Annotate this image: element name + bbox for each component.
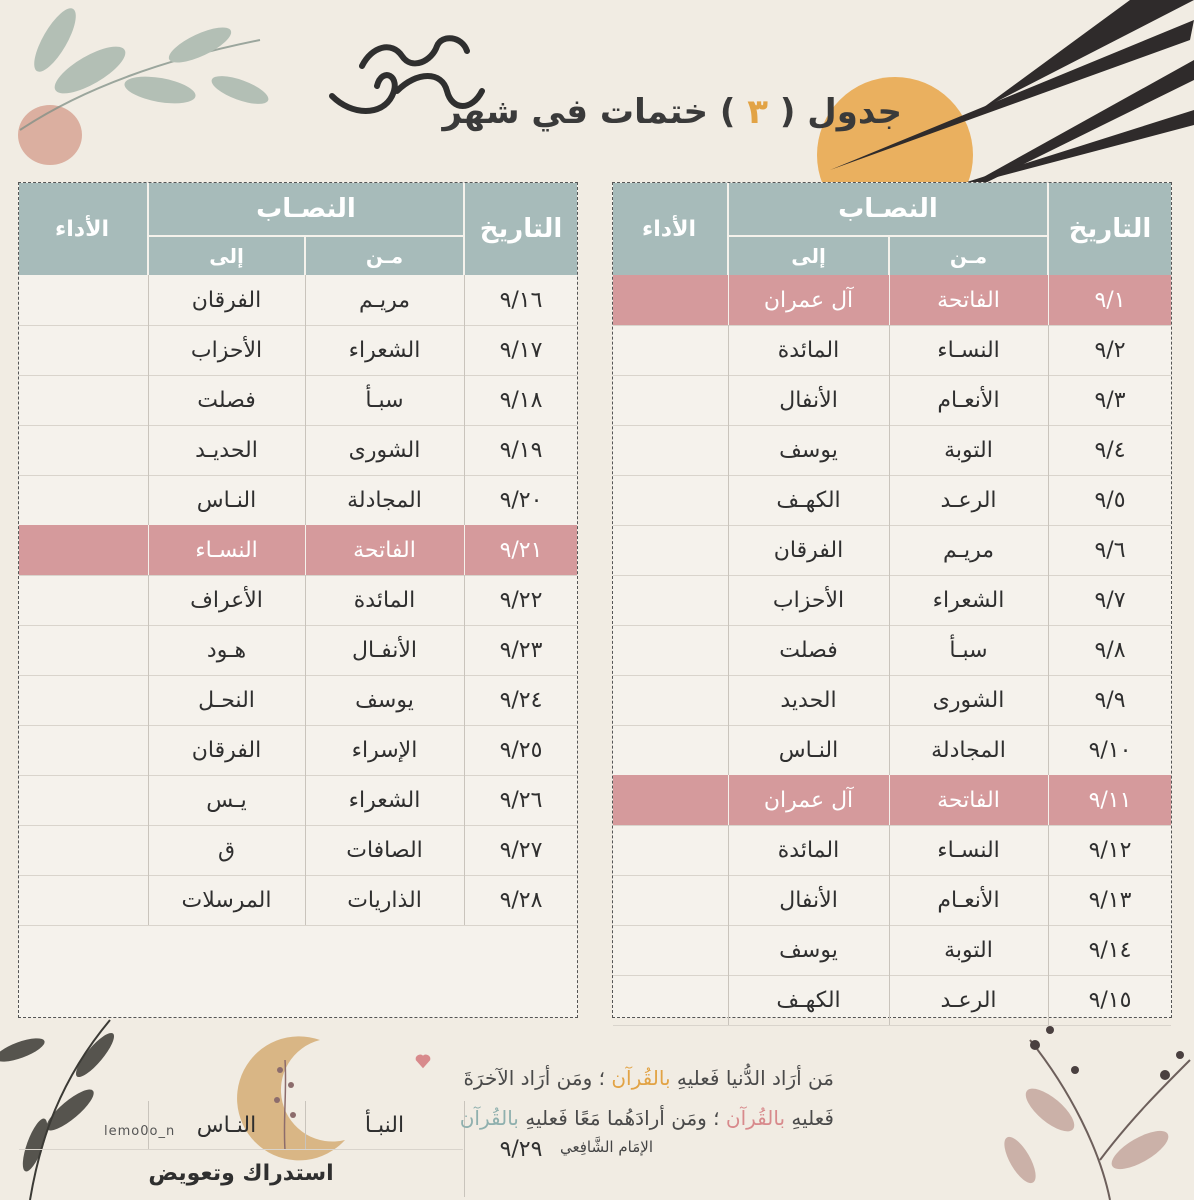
row-performance[interactable] xyxy=(19,375,147,425)
table-row xyxy=(613,925,1171,975)
row-performance[interactable] xyxy=(613,975,727,1025)
header-to: إلى xyxy=(791,244,826,268)
quote-author: الإمَام الشَّافِعي xyxy=(560,1138,653,1156)
table-row xyxy=(613,725,1171,775)
row-to: الحديد xyxy=(780,687,837,713)
row-date: ٩/٦ xyxy=(1094,537,1126,563)
row-from: المائدة xyxy=(353,587,416,613)
row-to: الفرقان xyxy=(191,737,262,763)
row-performance[interactable] xyxy=(19,325,147,375)
row-performance[interactable] xyxy=(19,275,147,325)
title-prefix: جدول ( xyxy=(779,92,902,132)
row-to: الفرقان xyxy=(191,287,262,313)
table-row xyxy=(19,425,577,475)
row-to: يوسف xyxy=(779,937,838,963)
row-date: ٩/٢٥ xyxy=(499,737,543,763)
row-performance[interactable] xyxy=(613,425,727,475)
row-performance[interactable] xyxy=(19,525,147,575)
row-from: الرعـد xyxy=(940,987,997,1013)
table-row xyxy=(19,775,577,825)
row-to: هـود xyxy=(206,637,247,663)
row-from: المجادلة xyxy=(931,737,1006,763)
row-from: التوبة xyxy=(944,437,993,463)
row-date: ٩/٢٢ xyxy=(499,587,543,613)
row-date: ٩/٨ xyxy=(1094,637,1126,663)
row-date: ٩/٢٦ xyxy=(499,787,543,813)
table-row xyxy=(19,675,577,725)
row-date: ٩/١٩ xyxy=(499,437,543,463)
row-from: سبـأ xyxy=(949,637,988,663)
row-performance[interactable] xyxy=(613,525,727,575)
row-date: ٩/٢ xyxy=(1094,337,1126,363)
quote-highlight: بالقُرآن xyxy=(725,1106,786,1130)
table-row-highlight xyxy=(613,275,1171,325)
quote-highlight: بالقُرآن xyxy=(459,1106,519,1130)
row-date: ٩/٧ xyxy=(1094,587,1126,613)
row-to: النحـل xyxy=(198,687,255,713)
row-performance[interactable] xyxy=(613,275,727,325)
table-row xyxy=(19,625,577,675)
row-date: ٩/٥ xyxy=(1094,487,1126,513)
row-from: الذاريات xyxy=(347,887,422,913)
row-date: ٩/١٣ xyxy=(1088,887,1132,913)
row-date: ٩/١١ xyxy=(1088,787,1132,813)
row-to: الكهـف xyxy=(776,987,841,1013)
table-row xyxy=(613,525,1171,575)
row-from: الأنعـام xyxy=(937,887,1000,913)
row-from: الفاتحة xyxy=(353,537,416,563)
row-to: الأحزاب xyxy=(772,587,845,613)
row-date: ٩/٢١ xyxy=(499,537,543,563)
table-row xyxy=(613,575,1171,625)
row-to: النـاس xyxy=(778,737,839,763)
table-row xyxy=(613,325,1171,375)
row-performance[interactable] xyxy=(19,675,147,725)
table-header xyxy=(19,183,577,275)
schedule-table-right xyxy=(612,182,1172,1018)
table-row xyxy=(613,675,1171,725)
row-from: الرعـد xyxy=(940,487,997,513)
row-performance[interactable] xyxy=(613,675,727,725)
row-performance[interactable] xyxy=(19,625,147,675)
header-performance: الأداء xyxy=(55,216,110,242)
row-from: التوبة xyxy=(944,937,993,963)
row-from: الشورى xyxy=(348,437,421,463)
header-date: التاريخ xyxy=(1068,214,1152,244)
row-to: المائدة xyxy=(777,837,840,863)
row-to: فصلت xyxy=(779,637,838,663)
row-date: ٩/٢٣ xyxy=(499,637,543,663)
table-row-highlight xyxy=(613,775,1171,825)
quote-part: ؛ ومَن أرادَهُما مَعًا فَعليهِ xyxy=(518,1106,726,1130)
row-from: الأنفـال xyxy=(351,637,418,663)
header-from: مـن xyxy=(949,244,988,268)
table-row xyxy=(19,575,577,625)
row-to: المرسلات xyxy=(181,887,272,913)
row-to: النـاس xyxy=(196,487,257,513)
row-performance[interactable] xyxy=(613,775,727,825)
table-row xyxy=(613,625,1171,675)
title-suffix: ) ختمات في شهر xyxy=(442,92,736,132)
row-performance[interactable] xyxy=(613,575,727,625)
row-date: ٩/١٤ xyxy=(1088,937,1132,963)
row-date: ٩/١٥ xyxy=(1088,987,1132,1013)
row-from: النسـاء xyxy=(937,837,1000,863)
row-date: ٩/١٢ xyxy=(1088,837,1132,863)
row-performance[interactable] xyxy=(19,575,147,625)
header-portion: النصـاب xyxy=(256,194,356,224)
row-from: الشعراء xyxy=(348,787,421,813)
table-row xyxy=(613,425,1171,475)
header-performance: الأداء xyxy=(642,216,697,242)
header-date: التاريخ xyxy=(479,214,563,244)
row-performance[interactable] xyxy=(613,475,727,525)
row-from: الفاتحة xyxy=(937,787,1000,813)
row-date: ٩/٢٠ xyxy=(499,487,543,513)
leaf-decoration-top-left xyxy=(0,0,300,180)
table-row xyxy=(613,975,1171,1025)
row-performance[interactable] xyxy=(19,725,147,775)
table-row xyxy=(19,875,577,925)
row-date: ٩/١٧ xyxy=(499,337,543,363)
row-performance[interactable] xyxy=(613,925,727,975)
row-from: الشورى xyxy=(932,687,1005,713)
row-to: ق xyxy=(217,837,236,863)
row-date: ٩/٢٨ xyxy=(499,887,543,913)
row-date: ٩/١٠ xyxy=(1088,737,1132,763)
heart-icon xyxy=(414,1052,432,1070)
row-to: النـاس xyxy=(196,1112,257,1138)
row-from: سبـأ xyxy=(365,387,404,413)
row-from: النسـاء xyxy=(937,337,1000,363)
row-date: ٩/٣ xyxy=(1094,387,1126,413)
row-performance[interactable] xyxy=(613,725,727,775)
row-to: الأنفال xyxy=(779,387,838,413)
row-to: فصلت xyxy=(197,387,256,413)
row-from: الإسراء xyxy=(351,737,418,763)
row-to: آل عمران xyxy=(763,287,854,313)
table-row xyxy=(613,375,1171,425)
table-row xyxy=(19,275,577,325)
quote-part: مَن أرَاد الدُّنيا فَعليهِ xyxy=(670,1066,834,1090)
table-row xyxy=(19,475,577,525)
row-from: الصافات xyxy=(346,837,423,863)
row-from: الأنعـام xyxy=(937,387,1000,413)
table-row xyxy=(613,475,1171,525)
row-performance[interactable] xyxy=(19,475,147,525)
row-date: ٩/٩ xyxy=(1094,687,1126,713)
row-performance[interactable] xyxy=(613,875,727,925)
row-to: الأنفال xyxy=(779,887,838,913)
row-from: النبـأ xyxy=(364,1112,405,1138)
row-to: الحديـد xyxy=(195,437,258,463)
row-date: ٩/٢٤ xyxy=(499,687,543,713)
row-from: الشعراء xyxy=(348,337,421,363)
row-date: ٩/١٦ xyxy=(499,287,543,313)
table-row xyxy=(19,825,577,875)
row-to: النسـاء xyxy=(195,537,258,563)
table-row xyxy=(19,325,577,375)
header-to: إلى xyxy=(209,244,244,268)
row-to: آل عمران xyxy=(763,787,854,813)
quote-text xyxy=(374,1058,834,1138)
row-from: الفاتحة xyxy=(937,287,1000,313)
row-performance[interactable] xyxy=(613,325,727,375)
table-row xyxy=(19,375,577,425)
table-row xyxy=(613,875,1171,925)
quote-part: فَعليهِ xyxy=(785,1106,834,1130)
row-performance[interactable] xyxy=(19,825,147,875)
row-to: الأحزاب xyxy=(190,337,263,363)
row-to: يوسف xyxy=(779,437,838,463)
table-header xyxy=(613,183,1171,275)
row-from: مريـم xyxy=(942,537,995,563)
table-row xyxy=(19,725,577,775)
row-performance[interactable] xyxy=(19,425,147,475)
row-to: الكهـف xyxy=(776,487,841,513)
header-portion: النصـاب xyxy=(838,194,938,224)
row-to: الفرقان xyxy=(773,537,844,563)
branch-decoration-bottom-right xyxy=(990,1000,1194,1200)
row-to: المائدة xyxy=(777,337,840,363)
row-from: مريـم xyxy=(358,287,411,313)
row-date: ٩/٢٧ xyxy=(499,837,543,863)
row-to: يـس xyxy=(206,787,247,813)
row-performance[interactable] xyxy=(613,625,727,675)
row-to: الأعراف xyxy=(190,587,263,613)
row-performance[interactable] xyxy=(19,875,147,925)
title-number: ٣ xyxy=(747,92,768,132)
row-date: ٩/١ xyxy=(1094,287,1126,313)
header-from: مـن xyxy=(365,244,404,268)
table-row-highlight xyxy=(19,525,577,575)
quote-highlight: بالقُرآن xyxy=(611,1066,671,1090)
row-from: يوسف xyxy=(355,687,414,713)
table-row xyxy=(613,825,1171,875)
row-from: الشعراء xyxy=(932,587,1005,613)
row-performance[interactable] xyxy=(19,775,147,825)
row-date: ٩/٤ xyxy=(1094,437,1126,463)
row-performance[interactable] xyxy=(613,825,727,875)
row-note: استدراك وتعويض xyxy=(148,1160,334,1186)
row-performance[interactable] xyxy=(613,375,727,425)
row-from: المجادلة xyxy=(347,487,422,513)
quote-part: ؛ ومَن أرَاد الآخرَةَ xyxy=(463,1066,612,1090)
row-date: ٩/٢٩ xyxy=(499,1136,543,1162)
page-title xyxy=(300,20,920,130)
row-date: ٩/١٨ xyxy=(499,387,543,413)
credit-handle: lemo0o_n xyxy=(104,1124,176,1139)
